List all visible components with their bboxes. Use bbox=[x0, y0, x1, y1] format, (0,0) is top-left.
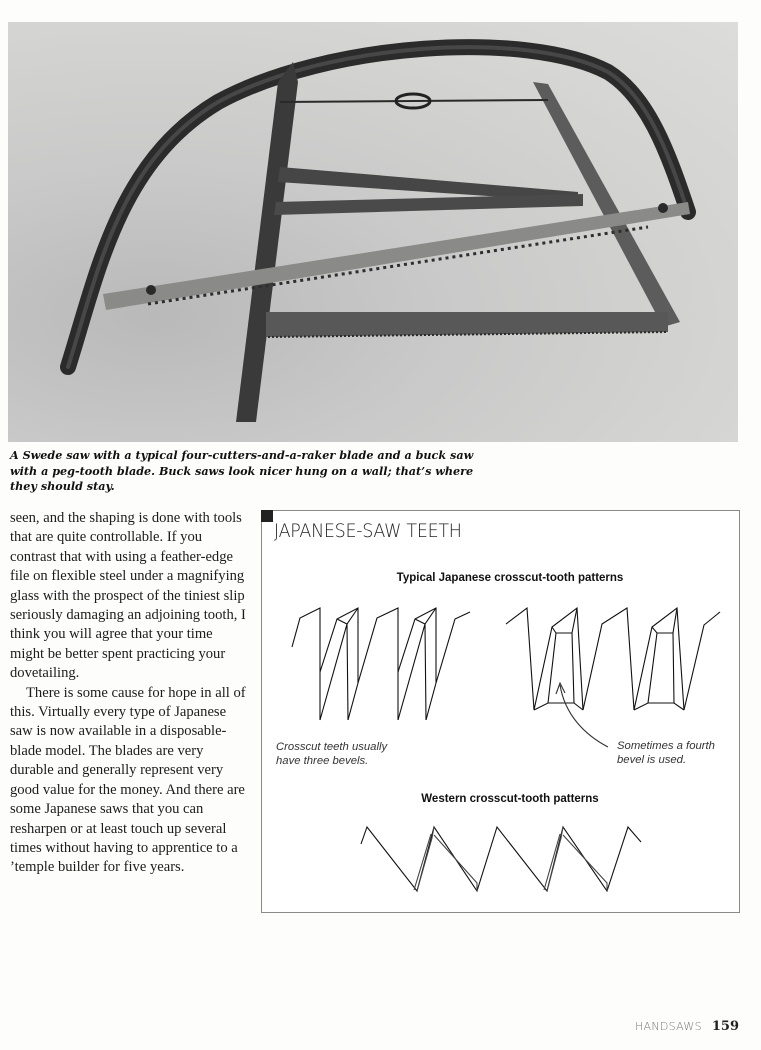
body-paragraph: seen, and the shaping is done with tools that are quite controllable. If you contrast that with using a feather-edge file on flexible steel under a magnifying glass with the prospect of the tiniest slip seriously damaging an adjoining tooth, I think you will agree that your time might be better spent practicing your dovetailing. bbox=[10, 510, 246, 682]
three-bevels-note bbox=[276, 741, 387, 768]
japanese-patterns-heading: Typical Japanese crosscut-tooth patterns bbox=[396, 572, 624, 584]
page-footer bbox=[635, 1019, 739, 1034]
japanese-three-bevel-teeth bbox=[292, 608, 470, 720]
fourth-bevel-note bbox=[617, 740, 715, 767]
note-line: Crosscut teeth usually bbox=[276, 741, 388, 753]
note-line: Sometimes a fourth bbox=[617, 740, 715, 752]
note-line: bevel is used. bbox=[617, 753, 687, 766]
running-footer-section: HANDSAWS bbox=[634, 1020, 702, 1033]
diagram-title: JAPANESE-SAW TEETH bbox=[274, 520, 462, 542]
western-teeth bbox=[361, 827, 641, 891]
western-patterns-heading: Western crosscut-tooth patterns bbox=[421, 793, 599, 805]
note-line: have three bevels. bbox=[276, 754, 369, 767]
body-paragraph: There is some cause for hope in all of this. Virtually every type of Japanese saw is now available in a disposable-blade model. The blades are very durable and generally represent very good value for the money. And there are some Japanese saws that you can resharpen or at least touch up several times without having to apprentice to a ’temple builder for five years. bbox=[10, 684, 246, 876]
page-number: 159 bbox=[711, 1019, 739, 1034]
photo-caption: A Swede saw with a typical four-cutters-and-a-raker blade and a buck saw with a peg-tooth blade. Buck saws look nicer hung on a wall; that’s where they should stay. bbox=[10, 448, 474, 493]
japanese-four-bevel-teeth bbox=[506, 608, 720, 710]
fourth-bevel-arrow bbox=[560, 685, 608, 747]
